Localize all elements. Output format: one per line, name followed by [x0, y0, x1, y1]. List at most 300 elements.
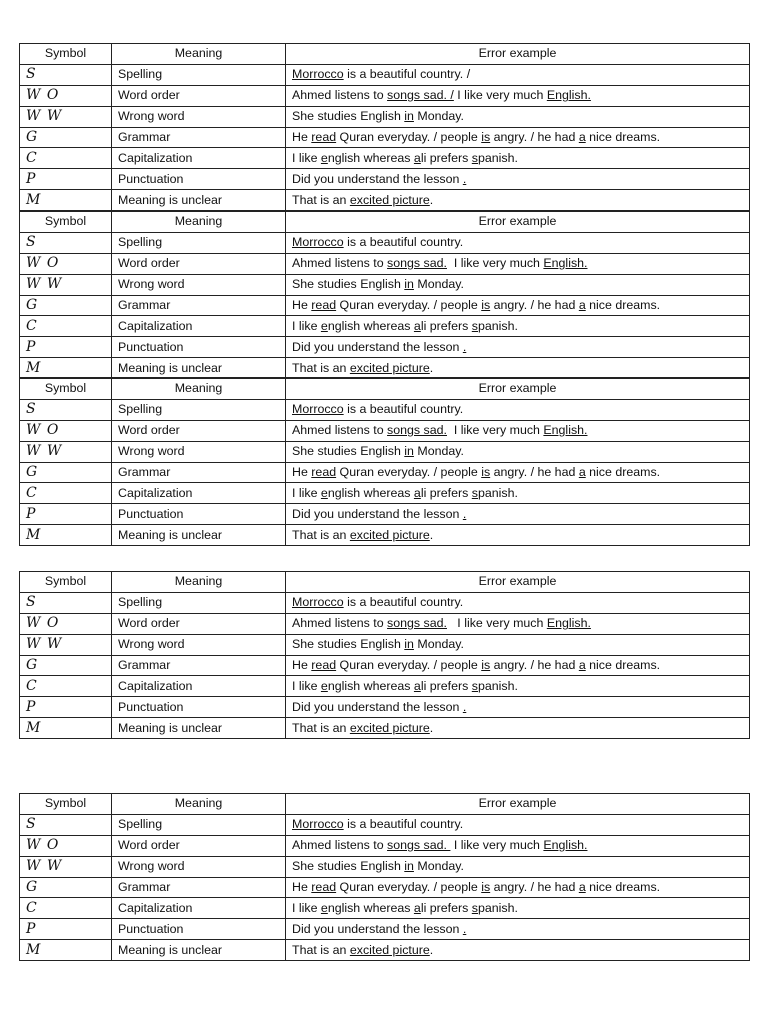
meaning-cell: Grammar [112, 655, 286, 676]
example-text: . [429, 720, 434, 735]
underlined-error-text: a [578, 298, 586, 312]
meaning-cell: Spelling [112, 399, 286, 420]
example-text: angry. / he had [490, 465, 579, 479]
table-row [20, 655, 750, 676]
meaning-cell: Word order [112, 613, 286, 634]
example-text: nglish whereas [327, 485, 414, 500]
example-text: panish. [478, 485, 518, 500]
example-text: panish. [478, 318, 518, 333]
example-cell [286, 919, 750, 940]
example-text: Quran everyday. / people [336, 658, 482, 672]
example-cell [286, 814, 750, 835]
meaning-cell: Capitalization [112, 483, 286, 504]
underlined-error-text: a [578, 880, 586, 894]
underlined-error-text: . [462, 699, 467, 714]
example-cell [286, 253, 750, 274]
example-text: He [292, 658, 312, 672]
table-row [20, 358, 750, 379]
example-text: I like [292, 900, 321, 915]
error-example-header: Error example [286, 44, 750, 65]
meaning-cell: Wrong word [112, 274, 286, 295]
underlined-error-text: excited picture [349, 527, 430, 542]
error-example-header: Error example [286, 572, 750, 593]
header-row [20, 44, 750, 65]
meaning-header: Meaning [112, 572, 286, 593]
underlined-error-text: is [481, 880, 491, 894]
example-text: is a beautiful country. [343, 402, 464, 417]
example-cell [286, 856, 750, 877]
underlined-error-text: a [578, 130, 586, 144]
example-text: Ahmed listens to [292, 838, 388, 853]
example-text: He [292, 130, 312, 144]
table-row [20, 399, 750, 420]
meaning-cell: Spelling [112, 592, 286, 613]
table-row [20, 316, 750, 337]
example-text: I like very much [446, 616, 547, 631]
table-row [20, 835, 750, 856]
correction-symbols-table [19, 43, 750, 211]
table-row [20, 337, 750, 358]
underlined-error-text: excited picture [349, 192, 430, 207]
symbol-cell: M [20, 525, 112, 546]
symbol-cell: S [20, 592, 112, 613]
underlined-error-text: a [413, 150, 421, 165]
example-cell [286, 592, 750, 613]
underlined-error-text: in [404, 859, 414, 874]
meaning-cell: Meaning is unclear [112, 358, 286, 379]
underlined-error-text: in [404, 637, 414, 652]
example-cell [286, 634, 750, 655]
symbol-cell: C [20, 148, 112, 169]
example-text: That is an [292, 527, 350, 542]
example-cell [286, 504, 750, 525]
example-text: li prefers [420, 150, 472, 165]
underlined-error-text: a [413, 318, 421, 333]
table-row [20, 64, 750, 85]
underlined-error-text: s [471, 318, 478, 333]
meaning-cell: Meaning is unclear [112, 718, 286, 739]
example-text: nglish whereas [327, 150, 414, 165]
example-cell [286, 127, 750, 148]
example-cell [286, 316, 750, 337]
table-row [20, 919, 750, 940]
table-row [20, 420, 750, 441]
table-row [20, 190, 750, 211]
symbol-cell: W W [20, 106, 112, 127]
meaning-header: Meaning [112, 211, 286, 232]
table-row [20, 877, 750, 898]
underlined-error-text: English. [546, 616, 591, 631]
symbol-cell: W O [20, 85, 112, 106]
underlined-error-text: s [471, 485, 478, 500]
example-text: nice dreams. [585, 658, 661, 672]
meaning-cell: Spelling [112, 814, 286, 835]
example-text: . [429, 192, 434, 207]
correction-symbols-table [19, 793, 750, 961]
table-row [20, 232, 750, 253]
table-row [20, 718, 750, 739]
underlined-error-text: a [413, 678, 421, 693]
underlined-error-text: in [404, 277, 414, 292]
symbol-header: Symbol [20, 572, 112, 593]
example-cell [286, 525, 750, 546]
error-example-header: Error example [286, 378, 750, 399]
example-text: I like very much [450, 838, 544, 853]
example-cell [286, 274, 750, 295]
example-text: Did you understand the lesson [292, 921, 463, 936]
example-text: He [292, 465, 312, 479]
symbol-cell: G [20, 462, 112, 483]
symbol-cell: W W [20, 274, 112, 295]
meaning-cell: Word order [112, 420, 286, 441]
header-row [20, 794, 750, 815]
correction-symbols-table [19, 571, 750, 739]
meaning-cell: Grammar [112, 127, 286, 148]
meaning-cell: Capitalization [112, 148, 286, 169]
underlined-error-text: songs sad. [387, 423, 447, 438]
underlined-error-text: English. [546, 88, 591, 103]
example-text: She studies English [292, 277, 405, 292]
symbol-cell: W W [20, 856, 112, 877]
underlined-error-text: read [311, 880, 337, 894]
example-text: I like [292, 678, 321, 693]
meaning-header: Meaning [112, 378, 286, 399]
underlined-error-text: in [404, 444, 414, 459]
underlined-error-text: Morrocco [292, 817, 344, 832]
meaning-cell: Meaning is unclear [112, 190, 286, 211]
symbol-header: Symbol [20, 378, 112, 399]
table-row [20, 127, 750, 148]
meaning-cell: Punctuation [112, 697, 286, 718]
correction-symbols-table [19, 210, 750, 379]
example-text: I like [292, 150, 321, 165]
symbol-cell: G [20, 295, 112, 316]
example-cell [286, 483, 750, 504]
example-text: Monday. [413, 637, 464, 652]
example-text: He [292, 298, 312, 312]
example-text: Ahmed listens to [292, 256, 388, 271]
underlined-error-text: s [471, 150, 478, 165]
table-row [20, 697, 750, 718]
correction-symbols-table [19, 377, 750, 546]
example-cell [286, 337, 750, 358]
underlined-error-text: Morrocco [292, 595, 344, 610]
underlined-error-text: songs sad. / [387, 88, 454, 103]
example-text: Did you understand the lesson [292, 506, 463, 521]
meaning-cell: Punctuation [112, 337, 286, 358]
example-text: panish. [478, 150, 518, 165]
meaning-cell: Word order [112, 85, 286, 106]
example-text: is a beautiful country. [343, 595, 464, 610]
table-row [20, 462, 750, 483]
table-row [20, 295, 750, 316]
example-cell [286, 462, 750, 483]
example-text: . [429, 360, 434, 375]
error-example-header: Error example [286, 794, 750, 815]
meaning-cell: Grammar [112, 295, 286, 316]
symbol-cell: M [20, 358, 112, 379]
underlined-error-text: . [462, 506, 467, 521]
meaning-cell: Meaning is unclear [112, 525, 286, 546]
example-text: That is an [292, 192, 350, 207]
symbol-header: Symbol [20, 44, 112, 65]
meaning-cell: Punctuation [112, 169, 286, 190]
example-text: That is an [292, 720, 350, 735]
underlined-error-text: is [481, 130, 491, 144]
symbol-cell: G [20, 877, 112, 898]
example-cell [286, 295, 750, 316]
meaning-cell: Capitalization [112, 316, 286, 337]
example-cell [286, 835, 750, 856]
underlined-error-text: songs sad. [387, 256, 447, 271]
example-text: I like very much [446, 256, 544, 271]
example-text: I like very much [453, 88, 547, 103]
example-text: Ahmed listens to [292, 616, 388, 631]
example-cell [286, 676, 750, 697]
meaning-cell: Meaning is unclear [112, 940, 286, 961]
underlined-error-text: e [320, 150, 328, 165]
example-text: Did you understand the lesson [292, 699, 463, 714]
table-row [20, 634, 750, 655]
symbol-cell: S [20, 399, 112, 420]
underlined-error-text: a [578, 658, 586, 672]
example-text: li prefers [420, 678, 472, 693]
example-cell [286, 399, 750, 420]
underlined-error-text: s [471, 678, 478, 693]
table-row [20, 676, 750, 697]
example-text: She studies English [292, 637, 405, 652]
table-row [20, 592, 750, 613]
symbol-cell: C [20, 898, 112, 919]
header-row [20, 572, 750, 593]
example-text: panish. [478, 900, 518, 915]
symbol-cell: M [20, 940, 112, 961]
table-row [20, 504, 750, 525]
example-text: Ahmed listens to [292, 423, 388, 438]
symbol-cell: W W [20, 634, 112, 655]
table-row [20, 85, 750, 106]
symbol-cell: S [20, 232, 112, 253]
example-text: Monday. [413, 444, 464, 459]
table-row [20, 106, 750, 127]
symbol-cell: C [20, 316, 112, 337]
symbol-cell: W O [20, 835, 112, 856]
meaning-cell: Capitalization [112, 676, 286, 697]
example-text: nice dreams. [585, 130, 661, 144]
underlined-error-text: a [413, 900, 421, 915]
example-text: Did you understand the lesson [292, 171, 463, 186]
underlined-error-text: is [481, 465, 491, 479]
example-cell [286, 190, 750, 211]
example-text: Quran everyday. / people [336, 880, 482, 894]
example-text: nglish whereas [327, 678, 414, 693]
example-text: . [429, 942, 434, 957]
example-text: li prefers [420, 318, 472, 333]
underlined-error-text: songs sad. [387, 838, 451, 853]
underlined-error-text: Morrocco [292, 67, 344, 82]
meaning-cell: Capitalization [112, 898, 286, 919]
example-cell [286, 697, 750, 718]
symbol-cell: M [20, 718, 112, 739]
meaning-cell: Grammar [112, 877, 286, 898]
example-text: Monday. [413, 277, 464, 292]
symbol-header: Symbol [20, 794, 112, 815]
example-text: nice dreams. [585, 298, 661, 312]
underlined-error-text: s [471, 900, 478, 915]
example-text: He [292, 880, 312, 894]
example-cell [286, 718, 750, 739]
underlined-error-text: . [462, 171, 467, 186]
example-cell [286, 655, 750, 676]
symbol-header: Symbol [20, 211, 112, 232]
meaning-cell: Punctuation [112, 504, 286, 525]
underlined-error-text: read [311, 658, 337, 672]
meaning-cell: Wrong word [112, 856, 286, 877]
underlined-error-text: read [311, 465, 337, 479]
example-cell [286, 64, 750, 85]
example-text: panish. [478, 678, 518, 693]
symbol-cell: W O [20, 253, 112, 274]
example-text: That is an [292, 360, 350, 375]
underlined-error-text: Morrocco [292, 235, 344, 250]
underlined-error-text: e [320, 485, 328, 500]
table-row [20, 613, 750, 634]
example-cell [286, 898, 750, 919]
symbol-cell: G [20, 655, 112, 676]
meaning-cell: Wrong word [112, 441, 286, 462]
symbol-cell: M [20, 190, 112, 211]
table-row [20, 525, 750, 546]
example-text: That is an [292, 942, 350, 957]
symbol-cell: W O [20, 420, 112, 441]
table-row [20, 483, 750, 504]
example-cell [286, 148, 750, 169]
example-text: She studies English [292, 444, 405, 459]
example-text: Quran everyday. / people [336, 298, 482, 312]
table-row [20, 169, 750, 190]
example-text: angry. / he had [490, 298, 579, 312]
meaning-cell: Word order [112, 835, 286, 856]
symbol-cell: W O [20, 613, 112, 634]
underlined-error-text: excited picture [349, 942, 430, 957]
example-text: Did you understand the lesson [292, 339, 463, 354]
symbol-cell: W W [20, 441, 112, 462]
underlined-error-text: e [320, 318, 328, 333]
example-text: nglish whereas [327, 900, 414, 915]
underlined-error-text: is [481, 658, 491, 672]
underlined-error-text: in [404, 109, 414, 124]
example-text: Quran everyday. / people [336, 465, 482, 479]
table-row [20, 148, 750, 169]
example-text: li prefers [420, 900, 472, 915]
example-cell [286, 441, 750, 462]
meaning-cell: Wrong word [112, 106, 286, 127]
table-row [20, 898, 750, 919]
underlined-error-text: . [462, 921, 467, 936]
underlined-error-text: excited picture [349, 720, 430, 735]
symbol-cell: G [20, 127, 112, 148]
underlined-error-text: songs sad. [387, 616, 447, 631]
example-text: nglish whereas [327, 318, 414, 333]
example-text: Monday. [413, 109, 464, 124]
symbol-cell: C [20, 483, 112, 504]
header-row [20, 378, 750, 399]
table-row [20, 814, 750, 835]
meaning-cell: Spelling [112, 64, 286, 85]
underlined-error-text: read [311, 298, 337, 312]
example-text: angry. / he had [490, 658, 579, 672]
table-row [20, 940, 750, 961]
example-text: li prefers [420, 485, 472, 500]
example-cell [286, 106, 750, 127]
example-text: angry. / he had [490, 130, 579, 144]
table-row [20, 253, 750, 274]
underlined-error-text: Morrocco [292, 402, 344, 417]
example-text: I like [292, 318, 321, 333]
meaning-header: Meaning [112, 794, 286, 815]
underlined-error-text: a [578, 465, 586, 479]
table-row [20, 274, 750, 295]
table-row [20, 856, 750, 877]
symbol-cell: P [20, 504, 112, 525]
symbol-cell: P [20, 919, 112, 940]
underlined-error-text: English. [543, 423, 588, 438]
symbol-cell: P [20, 337, 112, 358]
example-cell [286, 613, 750, 634]
example-text: I like [292, 485, 321, 500]
example-text: . [429, 527, 434, 542]
table-row [20, 441, 750, 462]
example-cell [286, 940, 750, 961]
meaning-cell: Punctuation [112, 919, 286, 940]
symbol-cell: S [20, 814, 112, 835]
underlined-error-text: English. [543, 256, 588, 271]
example-text: is a beautiful country. [343, 235, 464, 250]
symbol-cell: P [20, 697, 112, 718]
underlined-error-text: e [320, 678, 328, 693]
meaning-cell: Spelling [112, 232, 286, 253]
underlined-error-text: excited picture [349, 360, 430, 375]
example-text: I like very much [446, 423, 544, 438]
example-text: is a beautiful country. / [343, 67, 471, 82]
underlined-error-text: e [320, 900, 328, 915]
symbol-cell: C [20, 676, 112, 697]
meaning-header: Meaning [112, 44, 286, 65]
underlined-error-text: read [311, 130, 337, 144]
example-text: Ahmed listens to [292, 88, 388, 103]
example-cell [286, 85, 750, 106]
example-cell [286, 420, 750, 441]
example-text: Quran everyday. / people [336, 130, 482, 144]
example-cell [286, 232, 750, 253]
example-text: She studies English [292, 109, 405, 124]
example-cell [286, 877, 750, 898]
underlined-error-text: . [462, 339, 467, 354]
error-example-header: Error example [286, 211, 750, 232]
example-cell [286, 169, 750, 190]
header-row [20, 211, 750, 232]
example-text: is a beautiful country. [343, 817, 464, 832]
underlined-error-text: a [413, 485, 421, 500]
symbol-cell: S [20, 64, 112, 85]
example-text: nice dreams. [585, 880, 661, 894]
symbol-cell: P [20, 169, 112, 190]
example-text: nice dreams. [585, 465, 661, 479]
underlined-error-text: is [481, 298, 491, 312]
example-text: Monday. [413, 859, 464, 874]
example-text: She studies English [292, 859, 405, 874]
example-text: angry. / he had [490, 880, 579, 894]
